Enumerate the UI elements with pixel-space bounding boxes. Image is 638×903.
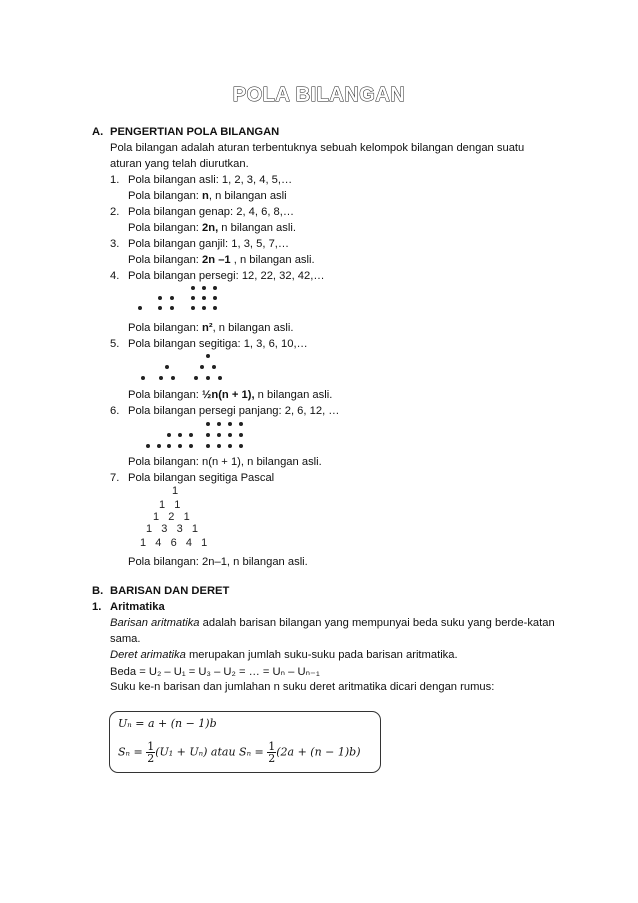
dot (202, 296, 206, 300)
item-text: Pola bilangan genap: 2, 4, 6, 8,… (128, 206, 295, 218)
dot (191, 286, 195, 290)
dot (239, 444, 243, 448)
dot (206, 422, 210, 426)
item-num: 6. (110, 405, 120, 417)
dot (213, 286, 217, 290)
item-pola: Pola bilangan: n², n bilangan asli. (128, 322, 294, 334)
fraction-half: $\frac{1}{2}$ (268, 740, 276, 765)
section-b-label: B. (92, 585, 104, 597)
pascal-row: 1 (172, 485, 179, 497)
dot (167, 444, 171, 448)
dot (228, 433, 232, 437)
item-num: 3. (110, 238, 120, 250)
suku-line: Suku ke-n barisan dan jumlahan n suku deret aritmatika dicari dengan rumus: (110, 681, 495, 693)
dot (171, 376, 175, 380)
paragraph-deret: Deret arimatika merupakan jumlah suku-suku pada barisan aritmatika. (110, 649, 458, 661)
dot (167, 433, 171, 437)
item-num: 2. (110, 206, 120, 218)
page-title: POLA BILANGAN (232, 84, 406, 106)
item-pola: Pola bilangan: 2n, n bilangan asli. (128, 222, 296, 234)
dot (191, 296, 195, 300)
dot (217, 433, 221, 437)
dot (138, 306, 142, 310)
dot (191, 306, 195, 310)
pascal-row: 1 2 1 (153, 511, 190, 523)
dot (189, 433, 193, 437)
intro-line-2: aturan yang telah diurutkan. (110, 158, 249, 170)
paragraph-barisan-line2: sama. (110, 633, 141, 645)
dot (228, 444, 232, 448)
dot (218, 376, 222, 380)
item-num: 4. (110, 270, 120, 282)
item-text: Pola bilangan segitiga Pascal (128, 472, 275, 484)
pascal-row: 1 3 3 1 (146, 523, 198, 535)
item-pola: Pola bilangan: n, n bilangan asli (128, 190, 287, 202)
dot (141, 376, 145, 380)
item-text: Pola bilangan ganjil: 1, 3, 5, 7,… (128, 238, 290, 250)
item-pola: Pola bilangan: ½n(n + 1), n bilangan asli. (128, 389, 333, 401)
dot (146, 444, 150, 448)
dot (213, 306, 217, 310)
dot (189, 444, 193, 448)
dot (159, 376, 163, 380)
subsection-num: 1. (92, 601, 102, 613)
item-text: Pola bilangan persegi panjang: 2, 6, 12, … (128, 405, 340, 417)
dot (206, 444, 210, 448)
dot (165, 365, 169, 369)
dot (178, 433, 182, 437)
dot (170, 296, 174, 300)
subsection-heading: Aritmatika (110, 601, 165, 613)
dot (157, 444, 161, 448)
dot (178, 444, 182, 448)
dot (206, 433, 210, 437)
item-pola: Pola bilangan: 2n –1 , n bilangan asli. (128, 254, 315, 266)
dot (158, 306, 162, 310)
paragraph-barisan: Barisan aritmatika adalah barisan bilangan yang mempunyai beda suku yang berde-katan (110, 617, 555, 629)
dot (212, 365, 216, 369)
dot (170, 306, 174, 310)
item-text: Pola bilangan persegi: 12, 22, 32, 42,… (128, 270, 325, 282)
dot (228, 422, 232, 426)
intro-line-1: Pola bilangan adalah aturan terbentuknya sebuah kelompok bilangan dengan suatu (110, 142, 525, 154)
dot (194, 376, 198, 380)
pascal-row: 1 4 6 4 1 (140, 537, 208, 549)
dot (202, 306, 206, 310)
dot (217, 444, 221, 448)
dot (239, 433, 243, 437)
item-num: 1. (110, 174, 120, 186)
formula-un: Uₙ = a + (n − 1)b (118, 717, 217, 730)
fraction-half: $\frac{1}{2}$ (147, 740, 155, 765)
dot (158, 296, 162, 300)
dot (206, 354, 210, 358)
item-num: 5. (110, 338, 120, 350)
dot (213, 296, 217, 300)
item-pola: Pola bilangan: n(n + 1), n bilangan asli. (128, 456, 322, 468)
section-a-heading: PENGERTIAN POLA BILANGAN (110, 126, 280, 138)
item-num: 7. (110, 472, 120, 484)
formula-sn: Sₙ = $\frac{1}{2}$ (U₁ + Uₙ) atau Sₙ = $\frac{1}{2}$ (2a + (n − 1)b) (118, 740, 361, 765)
beda-line: Beda = U₂ – U₁ = U₃ – U₂ = … = Uₙ – Uₙ₋₁ (110, 666, 320, 678)
section-b-heading: BARISAN DAN DERET (110, 585, 230, 597)
pascal-row: 1 1 (159, 499, 181, 511)
dot (200, 365, 204, 369)
dot (202, 286, 206, 290)
item-text: Pola bilangan asli: 1, 2, 3, 4, 5,… (128, 174, 293, 186)
dot (239, 422, 243, 426)
item-pola: Pola bilangan: 2n–1, n bilangan asli. (128, 556, 308, 568)
dot (217, 422, 221, 426)
section-a-label: A. (92, 126, 104, 138)
dot (206, 376, 210, 380)
item-text: Pola bilangan segitiga: 1, 3, 6, 10,… (128, 338, 308, 350)
